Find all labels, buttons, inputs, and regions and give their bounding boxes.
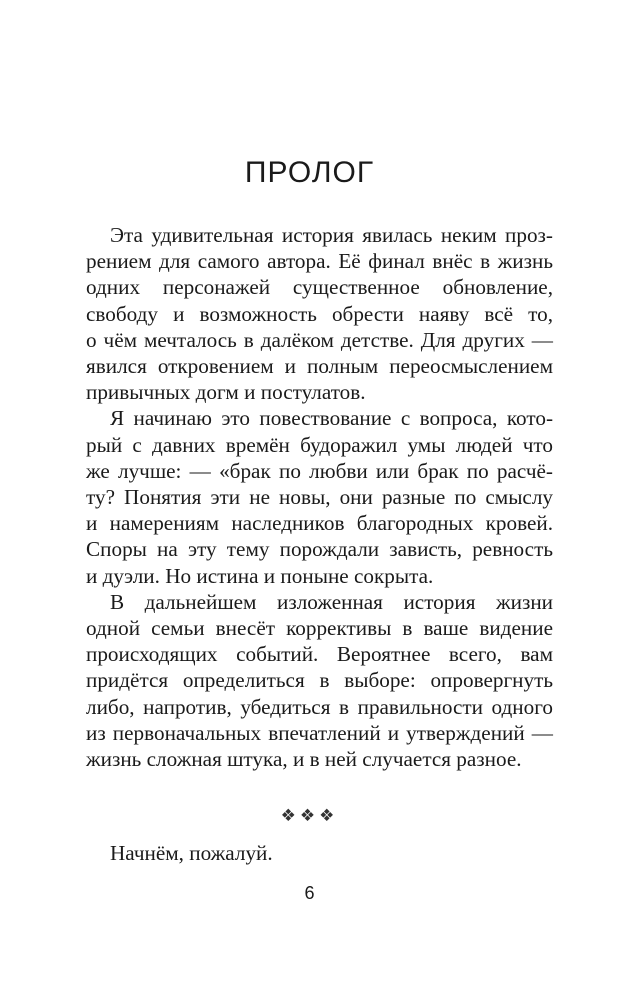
text-line: рением для самого автора. Её финал внёс в жизнь <box>86 249 553 274</box>
paragraph-2 <box>86 405 553 588</box>
section-divider-ornament: ❖❖❖ <box>280 806 339 826</box>
text-line: из первоначальных впечатлений и утверждений — <box>86 720 553 745</box>
text-line: Эта удивительная история явилась неким проз- <box>110 223 553 247</box>
text-line: либо, напротив, убедиться в правильности одного <box>86 694 553 719</box>
body-text <box>86 222 553 772</box>
text-line: привычных догм и постулатов. <box>86 380 366 405</box>
text-line: происходящих событий. Вероятнее всего, вам <box>86 642 553 667</box>
chapter-title: ПРОЛОГ <box>244 156 375 189</box>
text-line: жизнь сложная штука, и в ней случается разное. <box>86 747 522 772</box>
text-line: Споры на эту тему порождали зависть, ревность <box>86 537 553 562</box>
text-line: В дальнейшем изложенная история жизни <box>110 589 553 614</box>
text-line: одних персонажей существенное обновление, <box>86 275 553 300</box>
page-number: 6 <box>304 883 315 903</box>
text-line: явился откровением и полным переосмыслением <box>86 354 553 379</box>
text-line: придётся определиться в выборе: опровергнуть <box>86 668 553 693</box>
text-line: свободу и возможность обрести наяву всё то, <box>86 301 553 326</box>
text-line: Я начинаю это повествование с вопроса, кото- <box>110 406 553 431</box>
closing-line: Начнём, пожалуй. <box>110 841 273 865</box>
text-line: о чём мечталось в далёком детстве. Для других — <box>86 327 553 352</box>
paragraph-3 <box>86 589 553 772</box>
text-line: и дуэли. Но истина и поныне сокрыта. <box>86 563 434 588</box>
text-line: ту? Понятия эти не новы, они разные по смыслу <box>86 485 553 510</box>
text-line: рый с давних времён будоражил умы людей что <box>86 432 553 457</box>
text-line: и намерениям наследников благородных кровей. <box>86 511 553 536</box>
text-line: одной семьи внесёт коррективы в ваше видение <box>86 616 553 641</box>
text-line: же лучше: — «брак по любви или брак по расчё- <box>86 458 553 483</box>
paragraph-1 <box>86 222 553 405</box>
